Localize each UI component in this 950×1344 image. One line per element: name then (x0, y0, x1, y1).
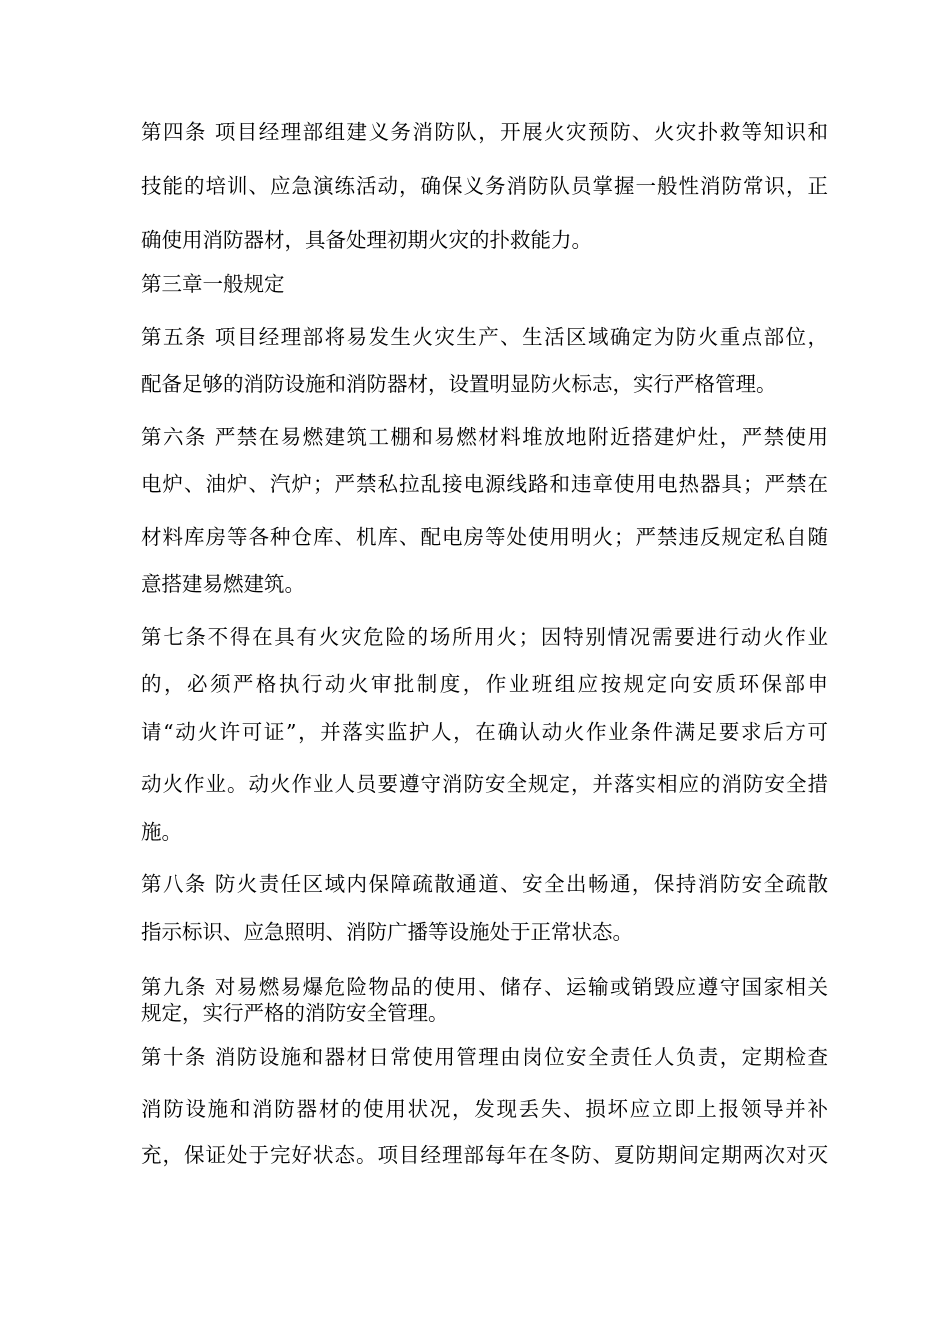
article-4-line-3: 确使用消防器材，具备处理初期火灾的扑救能力。 (141, 228, 592, 252)
article-6-line-4: 意搭建易燃建筑。 (141, 572, 305, 596)
article-6-line-1: 第六条 严禁在易燃建筑工棚和易燃材料堆放地附近搭建炉灶，严禁使用 (141, 425, 828, 449)
article-6-line-3: 材料库房等各种仓库、机库、配电房等处使用明火；严禁违反规定私自随 (141, 525, 828, 549)
article-10-line-1: 第十条 消防设施和器材日常使用管理由岗位安全责任人负责，定期检查 (141, 1045, 828, 1069)
article-8-line-2: 指示标识、应急照明、消防广播等设施处于正常状态。 (141, 920, 633, 944)
article-9-line-1: 第九条 对易燃易爆危险物品的使用、储存、运输或销毁应遵守国家相关 (141, 975, 828, 999)
article-5-line-2: 配备足够的消防设施和消防器材，设置明显防火标志，实行严格管理。 (141, 372, 777, 396)
article-9-line-2: 规定，实行严格的消防安全管理。 (141, 1001, 449, 1025)
article-6-line-2: 电炉、油炉、汽炉；严禁私拉乱接电源线路和违章使用电热器具；严禁在 (141, 472, 828, 496)
article-7-line-2: 的，必须严格执行动火审批制度，作业班组应按规定向安质环保部申 (141, 672, 828, 696)
article-4-line-1: 第四条 项目经理部组建义务消防队，开展火灾预防、火灾扑救等知识和 (141, 120, 828, 144)
article-7-line-3: 请“动火许可证”，并落实监护人，在确认动火作业条件满足要求后方可 (141, 720, 828, 744)
article-7-line-4: 动火作业。动火作业人员要遵守消防安全规定，并落实相应的消防安全措 (141, 772, 828, 796)
chapter-3-heading: 第三章一般规定 (141, 272, 285, 296)
article-4-line-2: 技能的培训、应急演练活动，确保义务消防队员掌握一般性消防常识，正 (141, 174, 828, 198)
article-5-line-1: 第五条 项目经理部将易发生火灾生产、生活区域确定为防火重点部位， (141, 325, 828, 349)
article-7-line-1: 第七条不得在具有火灾危险的场所用火；因特别情况需要进行动火作业 (141, 625, 828, 649)
article-7-line-5: 施。 (141, 820, 182, 844)
article-10-line-3: 充，保证处于完好状态。项目经理部每年在冬防、夏防期间定期两次对灭 (141, 1143, 828, 1167)
article-8-line-1: 第八条 防火责任区域内保障疏散通道、安全出畅通，保持消防安全疏散 (141, 872, 828, 896)
article-10-line-2: 消防设施和消防器材的使用状况，发现丢失、损坏应立即上报领导并补 (141, 1097, 828, 1121)
